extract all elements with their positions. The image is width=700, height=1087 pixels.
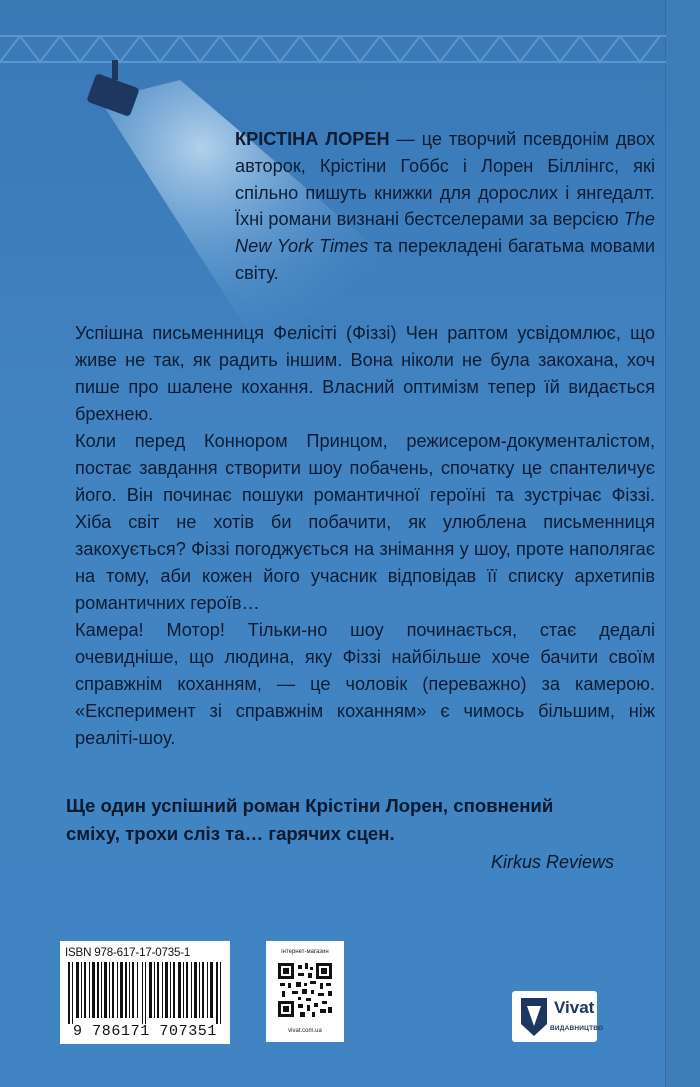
synopsis-paragraph: Камера! Мотор! Тільки-но шоу починається, стає дедалі очевидніше, що людина, яку Фіззі найбільше хоче бачити своїм справжнім коханням, — це чоловік (переважно) за камерою. «Експеримент зі справжнім коханням» є чимось більшим, ніж реаліті-шоу. — [75, 620, 655, 748]
synopsis-paragraph: Коли перед Коннором Принцом, режисером-документалістом, постає завдання створити шоу побачень, спочатку це спантеличує його. Він починає пошуки романтичної героїні та зустрічає Фіззі. Хіба світ не хотів би побачити, як улюблена письменниця закохується? Фіззі погоджується на знімання у шоу, проте наполягає на тому, аби кожен його учасник відповідав її списку архетипів романтичних героїв… — [75, 431, 655, 613]
barcode-bars — [66, 962, 224, 1024]
pen-nib-icon — [517, 996, 551, 1038]
qr-label: інтернет-магазин — [281, 949, 329, 955]
author-name: КРІСТІНА ЛОРЕН — [235, 129, 390, 149]
qr-url: vivat.com.ua — [288, 1028, 322, 1034]
publisher-name: Vivat — [554, 998, 595, 1017]
publisher-logo — [512, 991, 604, 1042]
publisher-subtitle: ВИДАВНИЦТВО — [550, 1025, 604, 1032]
author-bio — [235, 126, 655, 287]
qr-code-block — [266, 941, 344, 1042]
synopsis-paragraph: Успішна письменниця Фелісіті (Фіззі) Чен раптом усвідомлює, що живе не так, як радить іншим. Вона ніколи не була закохана, хоч пише про шалене кохання. Власний оптимізм тепер їй видається брехнею. — [75, 323, 655, 424]
synopsis — [75, 320, 655, 752]
author-bio-text-1: — це творчий псевдонім двох авторок, Крістіни Гоббс і Лорен Біллінгс, які спільно пишуть книжки для дорослих і янгедалт. Їхні романи визнані бестселерами за версією — [235, 129, 655, 230]
qr-code[interactable] — [278, 963, 332, 1017]
publication-name: The New York Times — [235, 209, 655, 257]
barcode — [60, 941, 230, 1044]
isbn-label: ISBN 978-617-17-0735-1 — [65, 946, 191, 959]
review-source: Kirkus Reviews — [490, 852, 614, 872]
review-quote: Ще один успішний роман Крістіни Лорен, сповнений сміху, трохи сліз та… гарячих сцен. — [66, 795, 554, 844]
author-bio-text-2: та перекладені багатьма мовами світу. — [235, 236, 655, 283]
barcode-digits: 9 786171 707351 — [72, 1023, 218, 1040]
spine-edge — [665, 0, 700, 1087]
